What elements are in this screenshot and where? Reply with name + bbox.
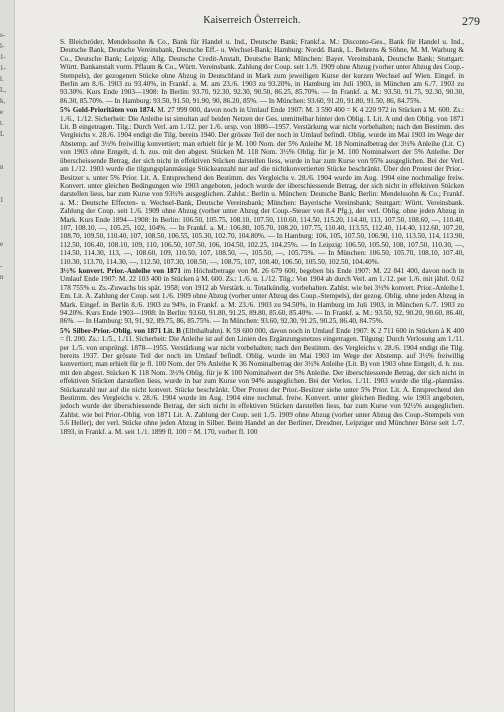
paragraph-text: S. Bleichröder, Mendelssohn & Co., Bank für Handel u. Ind., Deutsche Bank; Frankf.a. M.: Disconto-Ges., Bank für Handel u. Ind., Deutsche Bank, Deutsche Vereinsbank, Deutsche Eff.- u. Wechsel-Bank; Hamburg: Nordd. Bank, L. Behrens & Söhne, M. M. Warburg & Co., Deutsche Bank; Leipzig: Allg. Deutsche Credit-Anstalt, Deutsche Bank; München: Bayer. Vereinsbank, Deutsche Bank; Stuttgart: Württ. Bankanstalt vorm. Pflaum & Co., Württ. Vereinsbank. Zahlung der Coup. seit 1./9. 1909 ohne Abzug (vorher unter Abzug des Coup.-Stempels), der gezogenen Stücke ohne Abzug in Deutschland in Mark zum jeweiligen Kurse der kurzen Wechsel auf Wien. Eingef. in Berlin am 8./6. 1903 zu 93.40%, in Frankf. a. M. am 23./6. 1903 zu 93.20%, in Hamburg im Juli 1903, in München am 6./7. 1903 zu 93.30%. Kurs Ende 1903—1908: In Berlin: 93.70, 92.30, 92.30, 90.50, 86.25, 85.70%. — In Frankf. a. M.: 93.50, 91.75, 92.30, 90.30, 86.30, 85.70%. — In Hamburg: 93.50, 91.50, 91.90, 90, 86.20, 85%. — In München: 93.60, 91.20, 91.80, 91.50, 86, 84.75%. bbox=[60, 38, 464, 105]
entry-silber-prior-oblig-1871 bbox=[60, 327, 464, 436]
entry-gold-prioritaeten-1874 bbox=[60, 106, 464, 266]
facing-page-fragments: s- l- 1- 1- l. L, k, e t. L n 1 e - n bbox=[0, 31, 7, 281]
entry-text: im Höchstbetrage von M. 26 679 600, begeben bis Ende 1907: M. 22 841 400, davon noch in Umlauf Ende 1907: M. 22 103 400 in Stücken à M. 600. Zs.: 1./6. u. 1./12. Tilg.: Von 1904 ab durch Verl. am 1./12. per 1./6. mit jährl. 0.62 178 755% u. Zs.-Zuwachs bis spät. 1958; von 1912 ab Verstärk. u. Totalkündig. vorbehalten. Zahlst. wie bei 3½% konvert. Prior.-Anleihe I. Em. Lit. A. Zahlung der Coup. seit 1./6. 1909 ohne Abzug (vorher unter Abzug des Coup.-Stempels), der gezog. Oblig. ohne jeden Abzug in Mark. Eingef. in Berlin 8./6. 1903 zu 94%, in Frankf. a. M. 23./6. 1903 zu 94.50%, in Hamburg im Juli 1903, in München 6./7. 1903 zu 94.20%. Kurs Ende 1903—1908: In Berlin: 93.60, 91.80, 91.25, 89.80, 85.60, 85.40%. — In Frankf. a. M.: 93.50, 92, 90.20, 90.60, 86.40, 86%. — In Hamburg: 93, 91, 92, 89.75, 86, 85.75%. — In München: 93.60, 92.30, 91.25, 90.25, 86.40, 84.75%. bbox=[60, 266, 464, 326]
paragraph-paying-agents bbox=[60, 38, 464, 105]
entry-text: (Elbthalbahn). K 59 600 000, davon noch in Umlauf Ende 1907: K 2 711 600 in Stücken à K 400 = fl. 200. Zs.: 1./5., 1./11. Sicherheit: Die Anleihe ist auf den Linien des Ergänzungsnetzes eingetragen. Tilgung: Durch Verlosung am 1./11. per 1./5. von ursprüngl. 1878—1955. Verstärkung war nicht vorbehalten; nach den Bestimm. des Vergleichs v. 28./6. 1904 endigt die Tilg. bereits 1937. Der grösste Teil der noch im Umlauf befindl. Oblig. wurde im Mai 1903 im Wege der Abstemp. auf 3½% freiwillig konvertiert; man erhielt für je fl. 100 Nom. der 5% Anleihe K 36 Nominalbetrag der 3½% Anleihe (Lit. B) von 1903 ohne Entgelt, d. h. zus. mit den abgest. Stücken K 118 Nom. 3½% Oblig. für je K 100 Nominalwert der 5% Anleihe. Der überschiessende Betrag, der sich nicht in effektiven Stücken darstellen liess, wurde in bar zum Kurse von 94% ausgeglichen. Bei der Verlos. 1./11. 1903 wurde die tilg.-planmäss. Stückanzahl nur auf die nicht konvert. Stücke beschränkt. Über Protest der Prior.-Besitzer siehe unter 5% Prior. Lit. A. Entsprechend den Bestimm. des Vergleichs v. 28./6. 1904 wurde im Aug. 1904 eine nochmal. freiw. Konvert. unter gleichen Beding. wie 1903 angeboten, jedoch wurde der überschiessende Betrag, der sich nicht in effektiven Stücken darstellen liess, bar zum Kurse von 92½% ausgeglichen. Zahlst. wie bei Prior.-Oblig. von 1871 Lit. A. Zahlung der Coup. seit 1./5. 1909 ohne Abzug (vorher unter Abzug des Coup.-Stempels von 5.6 Heller), der verl. Stücke ohne jeden Abzug in Silber. Beim Handel an der Berliner, Dresdner, Leipziger und Münchner Börse seit 1./7. 1893, in Frankf. a. M. seit 1./1. 1899 fl. 100 = M. 170, vorher fl. 100 bbox=[60, 326, 464, 436]
entry-heading: 5% Silber-Prior.-Oblig. von 1871 Lit. B bbox=[60, 326, 183, 335]
entry-heading: 3½% konvert. Prior.-Anleihe von 1871 bbox=[60, 266, 184, 275]
facing-page-edge bbox=[0, 0, 15, 712]
running-header: Kaiserreich Österreich. bbox=[203, 15, 301, 26]
page-number: 279 bbox=[462, 14, 480, 28]
entry-text: M. 27 999 000, davon noch in Umlauf Ende 1907: M. 3 590 400 = K 4 220 972 in Stücken à M. 600. Zs.: 1./6., 1./12. Sicherheit: Die Anleihe ist simultan auf beiden Netzen der Ges. unmittelbar hinter den Oblig. I. Lit. A und den Oblig. von 1871 Lit. B eingetragen. Tilg.: Durch Verl. am 1./12. per 1./6. ursp. von 1880—1957. Verstärkung war nicht vorbehalten; nach den Bestimm. des Vergleichs v. 28./6. 1904 endigt die Tilg. bereits 1940. Der grösste Teil der noch in Umlauf befindl. Oblig. wurde im Mai 1903 im Wege der Abstemp. auf 3½% freiwillig konvertiert; man erhielt für je M. 100 Nom. der 5% Anleihe M. 18 Nominalbetrag der 3½% Anleihe (Lit. C) von 1903 ohne Entgelt, d. h. zus. mit den abgest. Stücken M. 118 Nom. 3½% Oblig. für je M. 100 Nominalwert der 5% Anleihe. Der überscheissende Betrag, der sich nicht in effektiven Stücken darstellen liess, wurde in bar zum Kurse von 95% ausgeglichen. Bei der Verl. am 1./12. 1903 wurde die tilgungsplanmässige Stückeanzahl nur auf die nichtkonvertierten Stücke beschränkt. Über den Protest der Prior.-Besitzer s. unter 5% Prior. Lit. A. Entsprechend den Bestimm. des Vergleichs v. 28./6. 1904 wurde im Aug. 1904 eine nochmalige freiw. Konvert. unter gleichen Bedingungen wie 1903 angeboten, jedoch wurde der überschiessende Betrag, der sich nicht in effektiven Stücken darstellen liess, bar zum Kurse von 93½% ausgeglichen. Zahlst.: Berlin u. München: Deutsche Bank; Berlin: Mendelssohn & Co.; Frankf. a. M.: Deutsche Effecten- u. Wechsel-Bank, Deutsche Vereinsbank; München: Bayerische Vereinsbank; Stuttgart: Württ. Vereinsbank. Zahlung der Coup. seit 1./6. 1909 ohne Abzug (vorher unter Abzug der Coup.-Steuer von 8.4 Pfg.), der verl. Oblig. ohne jeden Abzug in Mark. Kurs Ende 1894—1908: In Berlin: 106.50, 105.75, 108.10, 107.50, 110.60, 114.50, 115.20, 114.40, 113, 107.50, 108.60, —, 110.40, 107, 108.10, —, 105.25, 102, 104%. — In Frankf. a. M.: 106.80, 105.70, 108.20, 107.75, 110.40, 113.55, 112.40, 114.40, 112.60, 107.20, 108.70, 109.50, 110.40, 107, 108.50, 106.55, 105.30, 102.70, 104.80%. — In Hamburg: 106, 105, 107.50, 106.90, 110, 113.50, 114, 113.90, 112.50, 106.40, 108.10, 109, 110, 106.50, 107.50, 106, 104.50, 102.25, 104.25%. — In Leipzig: 106.50, 105.50, 108, 107.50, 110.30, —, 114.50, 114.30, 113, —, 108.60, 109, 110.50, 107, 108.50, —, 105.50, —, 105.75%. — In München: 106.50, 105.70, 108.10, 107.40, 110.30, 113.70, 114.30, —, 112.50, 107.30, 108.50, —, 108.75, 107, 108.40, 106.50, 105.50, 102.50, 104.40%. bbox=[60, 106, 464, 266]
entry-konvert-prior-anleihe-1871 bbox=[60, 267, 464, 326]
body-text bbox=[60, 38, 464, 704]
entry-heading: 5% Gold-Prioritäten von 1874. bbox=[60, 106, 158, 115]
